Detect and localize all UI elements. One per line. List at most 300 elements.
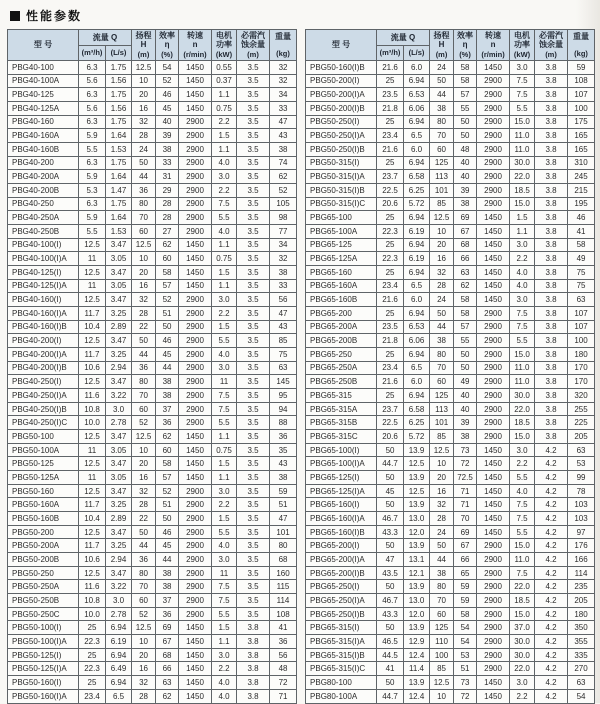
value-cell: 3.8 xyxy=(535,88,568,102)
value-cell: 107 xyxy=(568,320,595,334)
value-cell: 13.9 xyxy=(404,621,430,635)
model-cell: PBG40-160(I) xyxy=(8,293,79,307)
value-cell: 54 xyxy=(454,621,477,635)
value-cell: 67 xyxy=(454,539,477,553)
value-cell: 1450 xyxy=(477,265,510,279)
value-cell: 11 xyxy=(79,279,106,293)
value-cell: 110 xyxy=(430,635,454,649)
value-cell: 3.5 xyxy=(237,115,270,129)
value-cell: 12.5 xyxy=(79,525,106,539)
value-cell: 63 xyxy=(568,293,595,307)
value-cell: 5.3 xyxy=(79,183,106,197)
value-cell: 3.8 xyxy=(535,361,568,375)
value-cell: 25 xyxy=(377,211,404,225)
value-cell: 3.5 xyxy=(237,197,270,211)
value-cell: 1450 xyxy=(179,279,212,293)
table-row xyxy=(8,635,297,649)
value-cell: 175 xyxy=(568,115,595,129)
value-cell: 1450 xyxy=(477,498,510,512)
value-cell: 75 xyxy=(568,279,595,293)
value-cell: 1450 xyxy=(477,211,510,225)
value-cell: 5.72 xyxy=(404,197,430,211)
value-cell: 50 xyxy=(377,676,404,690)
model-cell: PBG65-125(I)A xyxy=(306,484,377,498)
value-cell: 100 xyxy=(568,334,595,348)
value-cell: 32 xyxy=(132,115,156,129)
value-cell: 13.0 xyxy=(404,594,430,608)
value-cell: 44.7 xyxy=(377,457,404,471)
value-cell: 6.25 xyxy=(404,183,430,197)
model-cell: PBG65-315(I)C xyxy=(306,662,377,676)
value-cell: 2900 xyxy=(179,211,212,225)
table-row xyxy=(8,183,297,197)
value-cell: 63 xyxy=(156,676,179,690)
value-cell: 1.1 xyxy=(212,238,237,252)
model-cell: PBG65-315(I)A xyxy=(306,635,377,649)
value-cell: 44 xyxy=(132,539,156,553)
value-cell: 25 xyxy=(377,389,404,403)
value-cell: 11.0 xyxy=(510,361,535,375)
value-cell: 70 xyxy=(454,512,477,526)
value-cell: 58 xyxy=(454,74,477,88)
value-cell: 1.1 xyxy=(212,635,237,649)
value-cell: 1450 xyxy=(179,689,212,703)
value-cell: 2900 xyxy=(477,129,510,143)
value-cell: 60 xyxy=(156,252,179,266)
table-row xyxy=(8,265,297,279)
value-cell: 3.5 xyxy=(237,416,270,430)
value-cell: 1450 xyxy=(477,484,510,498)
value-cell: 34 xyxy=(270,88,297,102)
value-cell: 1.5 xyxy=(510,211,535,225)
value-cell: 40 xyxy=(156,115,179,129)
value-cell: 72.5 xyxy=(454,471,477,485)
value-cell: 2900 xyxy=(477,142,510,156)
value-cell: 1.53 xyxy=(106,142,132,156)
value-cell: 195 xyxy=(568,197,595,211)
model-cell: PBG40-160(I)B xyxy=(8,320,79,334)
value-cell: 73 xyxy=(454,443,477,457)
value-cell: 22.0 xyxy=(510,580,535,594)
value-cell: 32 xyxy=(132,676,156,690)
value-cell: 15.0 xyxy=(510,539,535,553)
value-cell: 1450 xyxy=(179,265,212,279)
value-cell: 98 xyxy=(270,211,297,225)
value-cell: 45 xyxy=(156,347,179,361)
model-cell: PBG65-200A xyxy=(306,320,377,334)
value-cell: 43 xyxy=(270,320,297,334)
value-cell: 3.8 xyxy=(535,142,568,156)
value-cell: 180 xyxy=(568,347,595,361)
table-row xyxy=(8,142,297,156)
value-cell: 38 xyxy=(156,375,179,389)
model-cell: PBG50-160(I)B xyxy=(306,60,377,74)
value-cell: 1.56 xyxy=(106,74,132,88)
model-cell: PBG50-200B xyxy=(8,553,79,567)
model-cell: PBG40-100(I)A xyxy=(8,252,79,266)
model-cell: PBG65-160(I) xyxy=(306,498,377,512)
table-row xyxy=(306,334,595,348)
value-cell: 11 xyxy=(79,471,106,485)
value-cell: 49 xyxy=(568,252,595,266)
value-cell: 38 xyxy=(156,566,179,580)
table-header xyxy=(8,30,297,61)
value-cell: 6.06 xyxy=(404,334,430,348)
value-cell: 3.8 xyxy=(535,375,568,389)
value-cell: 78 xyxy=(568,484,595,498)
value-cell: 57 xyxy=(156,471,179,485)
value-cell: 3.8 xyxy=(237,648,270,662)
value-cell: 270 xyxy=(568,662,595,676)
value-cell: 11.7 xyxy=(79,306,106,320)
value-cell: 53 xyxy=(454,648,477,662)
value-cell: 38 xyxy=(270,142,297,156)
value-cell: 44.5 xyxy=(377,648,404,662)
value-cell: 20 xyxy=(132,648,156,662)
value-cell: 16 xyxy=(132,471,156,485)
value-cell: 22.3 xyxy=(377,252,404,266)
value-cell: 2900 xyxy=(477,197,510,211)
value-cell: 4.0 xyxy=(510,484,535,498)
col-header-head: 扬程 H (m) xyxy=(430,30,454,61)
table-row xyxy=(306,183,595,197)
value-cell: 3.47 xyxy=(106,293,132,307)
value-cell: 6.5 xyxy=(106,689,132,703)
value-cell: 108 xyxy=(270,607,297,621)
value-cell: 101 xyxy=(430,183,454,197)
value-cell: 2.2 xyxy=(212,498,237,512)
value-cell: 41 xyxy=(377,662,404,676)
value-cell: 13.9 xyxy=(404,443,430,457)
model-cell: PBG40-250 xyxy=(8,197,79,211)
value-cell: 50 xyxy=(132,156,156,170)
value-cell: 3.47 xyxy=(106,525,132,539)
value-cell: 3.0 xyxy=(212,170,237,184)
value-cell: 6.3 xyxy=(79,156,106,170)
value-cell: 23.4 xyxy=(377,361,404,375)
model-cell: PBG65-250(I)B xyxy=(306,607,377,621)
value-cell: 4.2 xyxy=(535,594,568,608)
value-cell: 63 xyxy=(270,361,297,375)
value-cell: 54 xyxy=(156,60,179,74)
table-row xyxy=(306,197,595,211)
value-cell: 5.72 xyxy=(404,430,430,444)
value-cell: 21.6 xyxy=(377,60,404,74)
value-cell: 12.5 xyxy=(79,484,106,498)
value-cell: 2900 xyxy=(179,347,212,361)
value-cell: 6.19 xyxy=(404,252,430,266)
table-row xyxy=(306,74,595,88)
value-cell: 16 xyxy=(132,662,156,676)
value-cell: 3.5 xyxy=(237,238,270,252)
table-row xyxy=(8,129,297,143)
value-cell: 50 xyxy=(132,525,156,539)
value-cell: 56 xyxy=(270,293,297,307)
model-cell: PBG40-160 xyxy=(8,115,79,129)
value-cell: 3.5 xyxy=(237,320,270,334)
value-cell: 3.5 xyxy=(237,402,270,416)
table-row xyxy=(306,252,595,266)
value-cell: 2900 xyxy=(179,115,212,129)
value-cell: 4.2 xyxy=(535,498,568,512)
value-cell: 10.4 xyxy=(79,512,106,526)
value-cell: 11.7 xyxy=(79,498,106,512)
value-cell: 12.9 xyxy=(404,635,430,649)
value-cell: 70 xyxy=(132,389,156,403)
table-row xyxy=(306,676,595,690)
value-cell: 36 xyxy=(132,183,156,197)
value-cell: 3.5 xyxy=(237,607,270,621)
table-row xyxy=(8,689,297,703)
value-cell: 38 xyxy=(430,101,454,115)
value-cell: 12.0 xyxy=(404,525,430,539)
value-cell: 80 xyxy=(132,375,156,389)
value-cell: 3.47 xyxy=(106,238,132,252)
table-row xyxy=(8,211,297,225)
value-cell: 10.8 xyxy=(79,402,106,416)
model-cell: PBG50-250C xyxy=(8,607,79,621)
value-cell: 3.8 xyxy=(535,279,568,293)
value-cell: 34 xyxy=(270,238,297,252)
value-cell: 7.5 xyxy=(212,580,237,594)
value-cell: 60 xyxy=(156,443,179,457)
table-row xyxy=(8,88,297,102)
value-cell: 2.94 xyxy=(106,361,132,375)
value-cell: 60 xyxy=(132,402,156,416)
value-cell: 5.5 xyxy=(79,142,106,156)
value-cell: 6.94 xyxy=(404,389,430,403)
value-cell: 11.6 xyxy=(79,389,106,403)
value-cell: 1450 xyxy=(477,279,510,293)
value-cell: 60 xyxy=(430,142,454,156)
value-cell: 1450 xyxy=(179,430,212,444)
value-cell: 12.5 xyxy=(79,238,106,252)
value-cell: 24 xyxy=(132,142,156,156)
value-cell: 3.5 xyxy=(237,389,270,403)
value-cell: 1450 xyxy=(477,252,510,266)
value-cell: 145 xyxy=(270,375,297,389)
value-cell: 25 xyxy=(79,648,106,662)
value-cell: 6.0 xyxy=(404,60,430,74)
value-cell: 45 xyxy=(156,539,179,553)
value-cell: 85 xyxy=(270,334,297,348)
value-cell: 70 xyxy=(430,361,454,375)
value-cell: 50 xyxy=(454,115,477,129)
value-cell: 3.5 xyxy=(237,293,270,307)
value-cell: 2900 xyxy=(179,484,212,498)
table-row xyxy=(306,512,595,526)
table-row xyxy=(8,74,297,88)
value-cell: 176 xyxy=(568,539,595,553)
value-cell: 25 xyxy=(377,115,404,129)
value-cell: 2900 xyxy=(179,402,212,416)
col-header-weight: 重量 (kg) xyxy=(270,30,297,61)
value-cell: 5.5 xyxy=(510,525,535,539)
value-cell: 55 xyxy=(454,334,477,348)
value-cell: 12.4 xyxy=(404,648,430,662)
value-cell: 1450 xyxy=(179,471,212,485)
model-cell: PBG50-200(I)A xyxy=(306,88,377,102)
value-cell: 12.5 xyxy=(404,484,430,498)
value-cell: 22 xyxy=(132,320,156,334)
value-cell: 22.5 xyxy=(377,183,404,197)
value-cell: 52 xyxy=(132,416,156,430)
value-cell: 22.3 xyxy=(377,224,404,238)
value-cell: 23.7 xyxy=(377,402,404,416)
col-header-head: 扬程 H (m) xyxy=(132,30,156,61)
value-cell: 66 xyxy=(454,252,477,266)
model-cell: PBG50-160 xyxy=(8,484,79,498)
value-cell: 62 xyxy=(454,279,477,293)
value-cell: 15.0 xyxy=(510,115,535,129)
value-cell: 88 xyxy=(270,416,297,430)
value-cell: 1.64 xyxy=(106,170,132,184)
value-cell: 30.0 xyxy=(510,648,535,662)
value-cell: 3.5 xyxy=(237,484,270,498)
value-cell: 28 xyxy=(132,129,156,143)
table-row xyxy=(306,566,595,580)
value-cell: 3.47 xyxy=(106,265,132,279)
value-cell: 52 xyxy=(156,484,179,498)
value-cell: 6.0 xyxy=(404,142,430,156)
table-row xyxy=(306,115,595,129)
table-row xyxy=(306,648,595,662)
table-row xyxy=(8,293,297,307)
table-row xyxy=(8,279,297,293)
value-cell: 3.47 xyxy=(106,566,132,580)
value-cell: 3.8 xyxy=(535,265,568,279)
value-cell: 44 xyxy=(430,320,454,334)
value-cell: 3.0 xyxy=(510,60,535,74)
value-cell: 43.3 xyxy=(377,607,404,621)
value-cell: 6.94 xyxy=(404,238,430,252)
value-cell: 59 xyxy=(454,580,477,594)
value-cell: 3.8 xyxy=(535,306,568,320)
value-cell: 50 xyxy=(377,443,404,457)
value-cell: 38 xyxy=(156,580,179,594)
value-cell: 80 xyxy=(132,197,156,211)
value-cell: 12.5 xyxy=(132,430,156,444)
value-cell: 4.0 xyxy=(212,676,237,690)
table-row xyxy=(306,457,595,471)
value-cell: 33 xyxy=(270,279,297,293)
value-cell: 22.0 xyxy=(510,170,535,184)
model-cell: PBG50-125(I)A xyxy=(8,662,79,676)
value-cell: 54 xyxy=(568,689,595,703)
value-cell: 3.47 xyxy=(106,430,132,444)
table-row xyxy=(306,402,595,416)
value-cell: 43.3 xyxy=(377,525,404,539)
value-cell: 11 xyxy=(79,443,106,457)
table-row xyxy=(8,375,297,389)
value-cell: 2900 xyxy=(477,101,510,115)
section-title-text: 性能参数 xyxy=(26,9,83,23)
value-cell: 320 xyxy=(568,389,595,403)
value-cell: 4.2 xyxy=(535,566,568,580)
value-cell: 16 xyxy=(132,279,156,293)
value-cell: 47 xyxy=(270,115,297,129)
value-cell: 66 xyxy=(156,662,179,676)
value-cell: 3.8 xyxy=(535,74,568,88)
value-cell: 0.75 xyxy=(212,101,237,115)
value-cell: 11.7 xyxy=(79,539,106,553)
value-cell: 65 xyxy=(454,566,477,580)
value-cell: 85 xyxy=(430,430,454,444)
model-cell: PBG65-160A xyxy=(306,279,377,293)
value-cell: 1.64 xyxy=(106,129,132,143)
table-row xyxy=(8,402,297,416)
value-cell: 12.5 xyxy=(79,334,106,348)
value-cell: 10 xyxy=(430,457,454,471)
value-cell: 59 xyxy=(454,594,477,608)
value-cell: 62 xyxy=(156,689,179,703)
table-row xyxy=(8,621,297,635)
model-cell: PBG65-250B xyxy=(306,375,377,389)
value-cell: 12.5 xyxy=(132,60,156,74)
model-cell: PBG50-315(I)A xyxy=(306,170,377,184)
value-cell: 13.0 xyxy=(404,512,430,526)
value-cell: 58 xyxy=(454,293,477,307)
value-cell: 3.5 xyxy=(237,211,270,225)
value-cell: 4.0 xyxy=(212,156,237,170)
table-row xyxy=(8,197,297,211)
value-cell: 1.5 xyxy=(212,129,237,143)
value-cell: 3.47 xyxy=(106,334,132,348)
value-cell: 4.0 xyxy=(510,265,535,279)
value-cell: 1.47 xyxy=(106,183,132,197)
value-cell: 105 xyxy=(270,197,297,211)
value-cell: 3.8 xyxy=(535,224,568,238)
value-cell: 2900 xyxy=(477,170,510,184)
value-cell: 27 xyxy=(156,224,179,238)
table-row xyxy=(8,238,297,252)
model-cell: PBG40-125 xyxy=(8,88,79,102)
value-cell: 3.0 xyxy=(212,361,237,375)
value-cell: 2900 xyxy=(179,594,212,608)
model-cell: PBG65-315(I) xyxy=(306,621,377,635)
value-cell: 25 xyxy=(377,347,404,361)
value-cell: 12.5 xyxy=(430,211,454,225)
value-cell: 5.6 xyxy=(79,101,106,115)
value-cell: 22.0 xyxy=(510,662,535,676)
value-cell: 18.5 xyxy=(510,416,535,430)
value-cell: 35 xyxy=(270,443,297,457)
value-cell: 3.8 xyxy=(535,416,568,430)
value-cell: 69 xyxy=(156,621,179,635)
value-cell: 44 xyxy=(156,361,179,375)
value-cell: 1450 xyxy=(179,457,212,471)
table-row xyxy=(306,389,595,403)
value-cell: 3.5 xyxy=(237,580,270,594)
value-cell: 50 xyxy=(156,512,179,526)
table-row xyxy=(8,525,297,539)
value-cell: 7.5 xyxy=(510,74,535,88)
value-cell: 7.5 xyxy=(510,498,535,512)
value-cell: 2900 xyxy=(179,539,212,553)
value-cell: 50 xyxy=(377,580,404,594)
value-cell: 3.5 xyxy=(237,525,270,539)
value-cell: 3.8 xyxy=(535,252,568,266)
value-cell: 46 xyxy=(156,525,179,539)
value-cell: 2900 xyxy=(477,662,510,676)
value-cell: 57 xyxy=(454,88,477,102)
value-cell: 31 xyxy=(156,170,179,184)
value-cell: 3.5 xyxy=(237,101,270,115)
value-cell: 5.5 xyxy=(212,607,237,621)
table-row xyxy=(8,416,297,430)
value-cell: 50 xyxy=(156,320,179,334)
value-cell: 11.4 xyxy=(404,662,430,676)
